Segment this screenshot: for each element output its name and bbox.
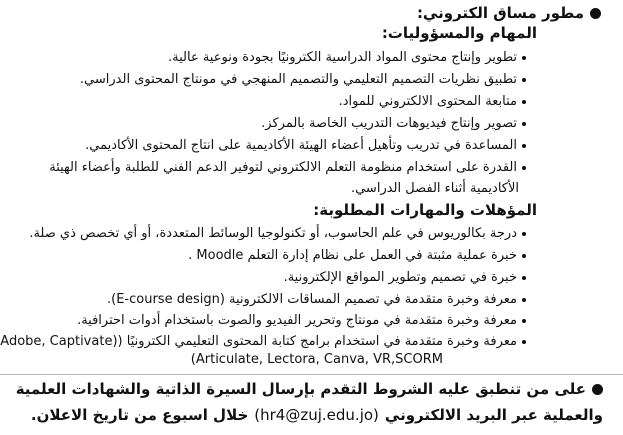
list-item: معرفة وخبرة متقدمة في مونتاج وتحرير الفيديو والصوت باستخدام أدوات احترافية. <box>77 313 526 328</box>
bullet-dot-icon <box>522 340 526 344</box>
list-item-continuation: (Articulate, Lectora, Canva, VR,SCORM <box>190 352 443 367</box>
bullet-dot-icon <box>522 56 526 60</box>
qualifications-heading: المؤهلات والمهارات المطلوبة: <box>313 201 537 219</box>
divider <box>0 374 623 375</box>
list-item: درجة بكالوريوس في علم الحاسوب، أو تكنولوجيا الوسائط المتعددة، أو أي تخصص ذي صلة. <box>29 226 526 241</box>
list-item: متابعة المحتوى الالكتروني للمواد. <box>339 94 526 109</box>
job-title: مطور مساق الكتروني: <box>416 4 584 22</box>
bullet-dot-icon <box>522 319 526 323</box>
list-item: معرفة وخبرة متقدمة في استخدام برامج كتابة المحتوى التعليمي الكترونيًا ((Adobe, Captivate <box>0 334 526 349</box>
bullet-dot-icon <box>522 232 526 236</box>
bullet-dot-icon <box>522 254 526 258</box>
bullet-dot-icon <box>522 298 526 302</box>
list-item: تصوير وإنتاج فيديوهات التدريب الخاصة بالمركز. <box>261 116 526 131</box>
bullet-dot-icon <box>522 276 526 280</box>
list-item: المساعدة في تدريب وتأهيل أعضاء الهيئة الأكاديمية على انتاج المحتوى الأكاديمي. <box>85 138 526 153</box>
footer-line-1: على من تنطبق عليه الشروط التقدم بإرسال السيرة الذاتية والشهادات العلمية <box>16 380 603 398</box>
list-item: تطوير وإنتاج محتوى المواد الدراسية الكترونيًا بجودة ونوعية عالية. <box>168 50 526 65</box>
list-item: معرفة وخبرة متقدمة في تصميم المساقات الالكترونية (E-course design). <box>107 292 526 307</box>
footer-line-2: والعملية عبر البريد الالكتروني (hr4@zuj.edu.jo) خلال اسبوع من تاريخ الاعلان. <box>30 406 603 424</box>
bullet-icon <box>592 384 603 395</box>
list-item: خبرة في تصميم وتطوير المواقع الإلكترونية. <box>284 270 526 285</box>
list-item-continuation: الأكاديمية أثناء الفصل الدراسي. <box>350 181 519 196</box>
list-item: تطبيق نظريات التصميم التعليمي والتصميم المنهجي في مونتاج المحتوى الدراسي. <box>80 72 526 87</box>
list-item: خبرة عملية مثبتة في العمل على نظام إدارة التعلم Moodle . <box>188 248 526 263</box>
responsibilities-heading: المهام والمسؤوليات: <box>381 24 537 42</box>
bullet-dot-icon <box>522 122 526 126</box>
bullet-dot-icon <box>522 144 526 148</box>
bullet-icon <box>590 8 601 19</box>
job-title-row <box>417 4 601 22</box>
email-address: (hr4@zuj.edu.jo) <box>254 406 379 424</box>
bullet-dot-icon <box>522 78 526 82</box>
bullet-dot-icon <box>522 100 526 104</box>
list-item: القدرة على استخدام منظومة التعلم الالكتروني لتوفير الدعم الفني للطلبة وأعضاء الهيئة <box>49 160 526 175</box>
bullet-dot-icon <box>522 166 526 170</box>
